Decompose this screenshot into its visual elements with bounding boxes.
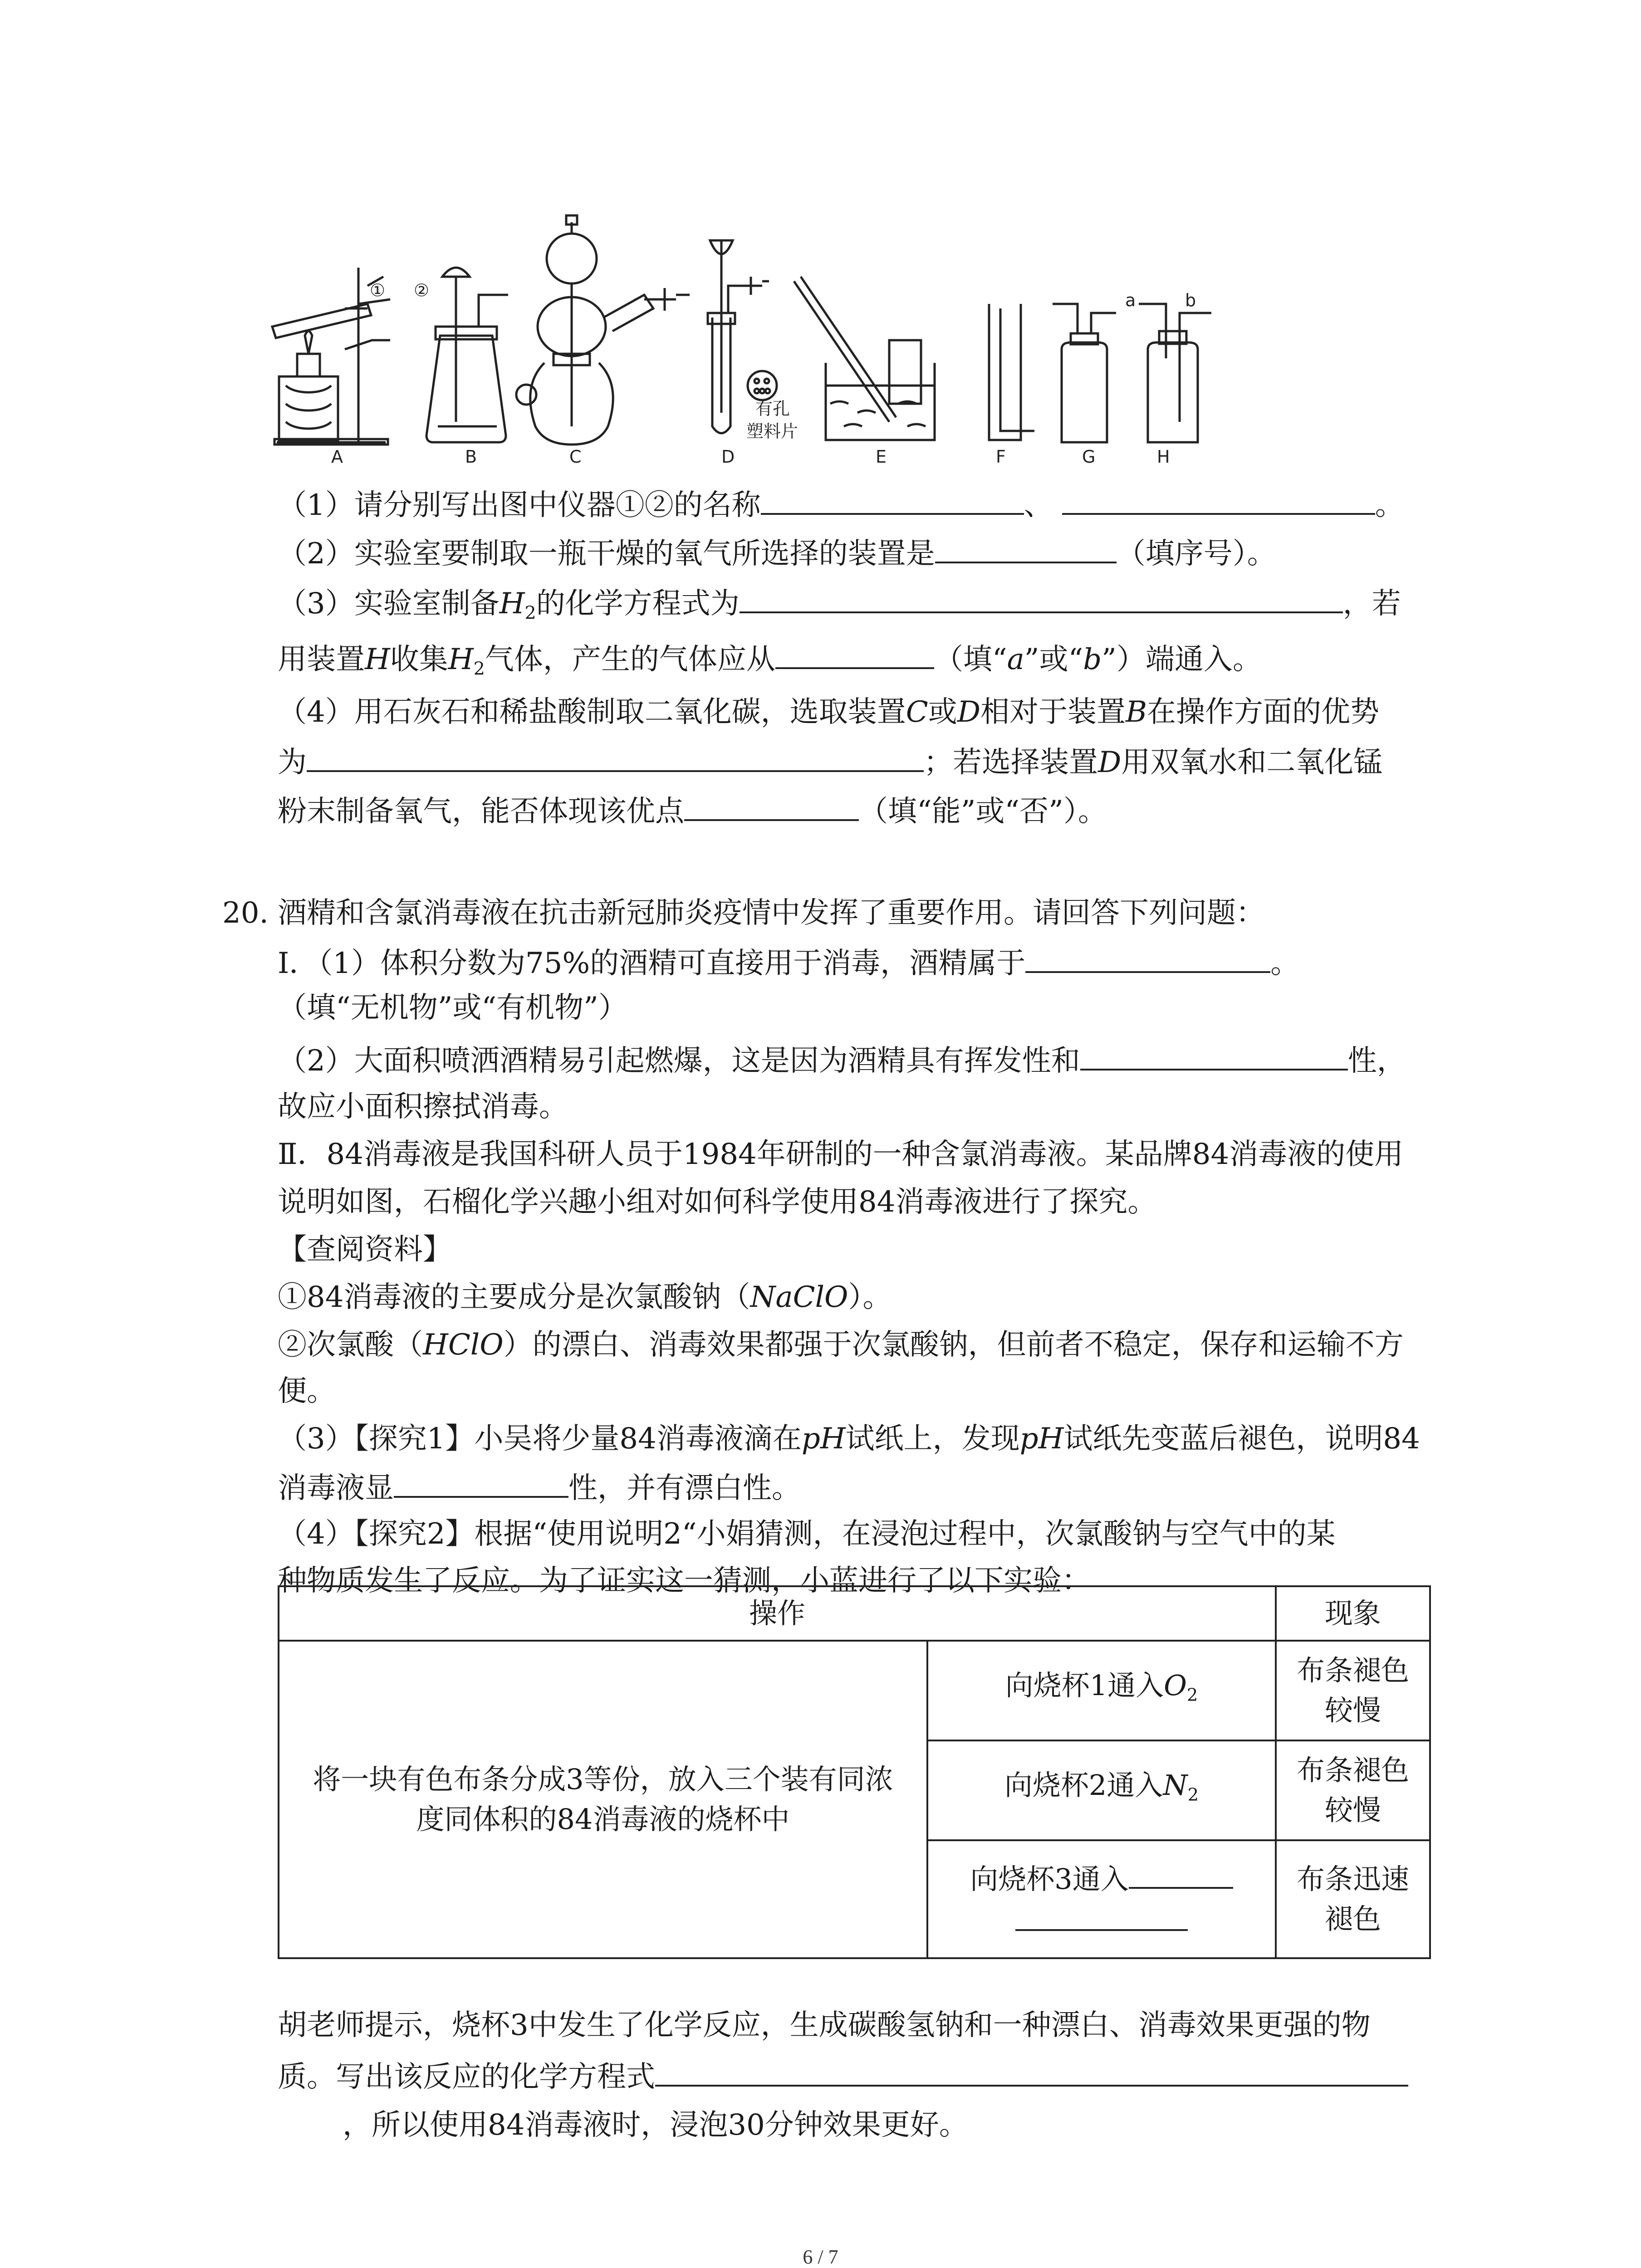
q20-i1-note: （填“无机物”或“有机物”） xyxy=(278,991,627,1025)
row-beaker-2: 向烧杯2通入$N_2$ xyxy=(927,1740,1276,1840)
apparatus-b xyxy=(426,268,508,442)
operation-main: 将一块有色布条分成3等份，放入三个装有同浓 度同体积的84消毒液的烧杯中 xyxy=(279,1641,927,1958)
q20-tip-line1: 胡老师提示，烧杯3中发生了化学反应，生成碳酸氢钠和一种漂白、消毒效果更强的物 xyxy=(278,2009,1371,2042)
apparatus-figure xyxy=(254,213,1216,467)
row-beaker-3: 向烧杯3通入 xyxy=(927,1840,1276,1958)
q19-part4-line3: 粉末制备氧气，能否体现该优点 （填“能”或“否”）。 xyxy=(278,789,1107,832)
q20-i1: Ⅰ．（1）体积分数为75%的酒精可直接用于消毒，酒精属于 。 xyxy=(278,941,1299,984)
phenomenon-2: 布条褪色 较慢 xyxy=(1276,1740,1430,1840)
plate-text-2: 塑料片 xyxy=(746,421,798,441)
answer-blank-beaker3-gas-cont[interactable] xyxy=(1015,1899,1188,1931)
phenomenon-3: 布条迅速 褪色 xyxy=(1276,1840,1430,1958)
answer-blank-advantage[interactable] xyxy=(307,740,924,772)
marker-1-label: ① xyxy=(370,280,386,300)
q20-explore2-line2: 种物质发生了反应。为了证实这一猜测，小蓝进行了以下实验： xyxy=(278,1564,1091,1598)
apparatus-label-f: F xyxy=(996,447,1006,467)
page-number: 6 / 7 xyxy=(803,2246,838,2268)
answer-blank-instrument-1[interactable] xyxy=(761,483,1024,515)
experiment-table xyxy=(278,1585,1431,1959)
q20-ref1: ①84消毒液的主要成分是次氯酸钠（NaClO）。 xyxy=(278,1281,892,1314)
apparatus-label-e: E xyxy=(876,447,887,467)
q20-explore1-line2: 消毒液显 性，并有漂白性。 xyxy=(278,1466,801,1509)
apparatus-g xyxy=(1053,304,1116,442)
port-a-label: a xyxy=(1125,290,1136,310)
answer-blank-alcohol-type[interactable] xyxy=(1025,941,1270,973)
apparatus-h xyxy=(1139,304,1211,442)
port-b-label: b xyxy=(1185,290,1196,310)
answer-blank-can-or-not[interactable] xyxy=(684,789,859,821)
q20-ii-line2: 说明如图，石榴化学兴趣小组对如何科学使用84消毒液进行了探究。 xyxy=(278,1185,1157,1219)
apparatus-e xyxy=(794,277,935,440)
answer-blank-acidity[interactable] xyxy=(394,1466,568,1498)
q20-intro: 酒精和含氯消毒液在抗击新冠肺炎疫情中发挥了重要作用。请回答下列问题： xyxy=(278,896,1265,930)
apparatus-label-c: C xyxy=(569,447,582,467)
answer-blank-property[interactable] xyxy=(1080,1039,1348,1070)
q20-i2-cont: 故应小面积擦拭消毒。 xyxy=(278,1090,568,1124)
q19-part4-line2: 为 ；若选择装置D用双氧水和二氧化锰 xyxy=(278,740,1382,783)
q20-ii-line1: Ⅱ．84消毒液是我国科研人员于1984年研制的一种含氯消毒液。某品牌84消毒液的使用 xyxy=(278,1138,1404,1171)
row-beaker-1: 向烧杯1通入$O_2$ xyxy=(927,1641,1276,1740)
apparatus-label-g: G xyxy=(1082,447,1096,467)
q20-i2: （2）大面积喷洒酒精易引起燃爆，这是因为酒精具有挥发性和 性， xyxy=(278,1039,1406,1081)
q19-part2: （2）实验室要制取一瓶干燥的氧气所选择的装置是 （填序号）。 xyxy=(278,532,1276,574)
q19-part3-line2: 用装置H收集$H_2$气体，产生的气体应从 （填“a”或“b”）端通入。 xyxy=(278,637,1262,689)
apparatus-label-d: D xyxy=(721,447,735,467)
header-phenomenon: 现象 xyxy=(1276,1586,1430,1641)
apparatus-label-b: B xyxy=(465,447,477,467)
answer-blank-beaker3-gas[interactable] xyxy=(1129,1857,1233,1889)
answer-blank-gas-inlet[interactable] xyxy=(775,637,934,669)
header-operation: 操作 xyxy=(279,1586,1276,1641)
q20-ref-heading: 【查阅资料】 xyxy=(278,1233,452,1266)
q20-number: 20. xyxy=(222,896,269,930)
q20-tip-line3: ，所以使用84消毒液时，浸泡30分钟效果更好。 xyxy=(343,2108,968,2142)
answer-blank-oxygen-device[interactable] xyxy=(935,532,1117,563)
q20-explore1-line1: （3）【探究1】小吴将少量84消毒液滴在pH试纸上，发现pH试纸先变蓝后褪色，说明84 xyxy=(278,1422,1420,1456)
apparatus-label-a: A xyxy=(331,447,343,467)
q20-ref2: ②次氯酸（HClO）的漂白、消毒效果都强于次氯酸钠，但前者不稳定，保存和运输不方 xyxy=(278,1328,1404,1362)
apparatus-c xyxy=(516,215,690,445)
q19-part3-line1: （3）实验室制备$H_2$的化学方程式为 ，若 xyxy=(278,582,1401,634)
answer-blank-reaction-equation[interactable] xyxy=(655,2055,1408,2087)
phenomenon-1: 布条褪色 较慢 xyxy=(1276,1641,1430,1740)
apparatus-f xyxy=(989,304,1034,440)
q19-part1: （1）请分别写出图中仪器①②的名称 、 。 xyxy=(278,483,1404,526)
q20-explore2-line1: （4）【探究2】根据“使用说明2“小娟猜测，在浸泡过程中，次氯酸钠与空气中的某 xyxy=(278,1517,1336,1551)
q19-part4-line1: （4）用石灰石和稀盐酸制取二氧化碳，选取装置C或D相对于装置B在操作方面的优势 xyxy=(278,695,1380,729)
answer-blank-h2-equation[interactable] xyxy=(740,582,1343,613)
plate-text-1: 有孔 xyxy=(755,399,790,419)
marker-2-label: ② xyxy=(414,280,430,300)
apparatus-label-h: H xyxy=(1157,447,1170,467)
answer-blank-instrument-2[interactable] xyxy=(1062,483,1375,515)
q20-tip-line2: 质。写出该反应的化学方程式 xyxy=(278,2055,1408,2097)
q20-ref2-cont: 便。 xyxy=(278,1374,336,1408)
